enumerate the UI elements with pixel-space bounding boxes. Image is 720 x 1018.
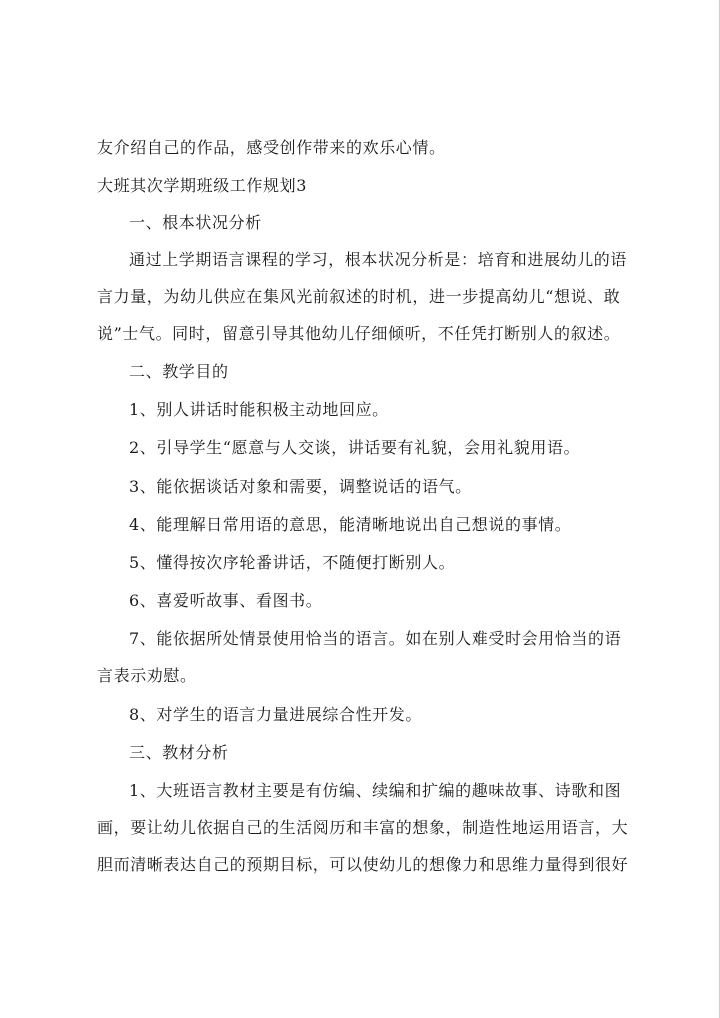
paragraph-line: 1、大班语言教材主要是有仿编、续编和扩编的趣味故事、诗歌和图: [129, 781, 622, 800]
heading-basic-analysis: 一、根本状况分析: [129, 213, 262, 232]
list-item: 7、能依据所处情景使用恰当的语言。如在别人难受时会用恰当的语: [129, 629, 622, 648]
list-item: 2、引导学生“愿意与人交谈，讲话要有礼貌，会用礼貌用语。: [129, 438, 581, 457]
heading-teaching-goals: 二、教学目的: [129, 362, 229, 381]
list-item: 1、别人讲话时能积极主动地回应。: [129, 400, 389, 419]
section-title: 大班其次学期班级工作规划3: [97, 176, 307, 195]
paragraph-line: 友介绍自己的作品，感受创作带来的欢乐心情。: [97, 138, 446, 157]
paragraph-line: 胆而清晰表达自己的预期目标，可以使幼儿的想像力和思维力量得到很好: [97, 855, 629, 874]
paragraph-line: 通过上学期语言课程的学习，根本状况分析是：培育和进展幼儿的语: [129, 250, 628, 269]
list-item: 5、懂得按次序轮番讲话，不随便打断别人。: [129, 553, 456, 572]
paragraph-line: 说”士气。同时，留意引导其他幼儿仔细倾听，不任凭打断别人的叙述。: [97, 324, 621, 343]
list-item: 4、能理解日常用语的意思，能清晰地说出自己想说的事情。: [129, 515, 572, 534]
paragraph-line: 言力量，为幼儿供应在集风光前叙述的时机，进一步提高幼儿“想说、敢: [97, 287, 621, 306]
list-item: 6、喜爱听故事、看图书。: [129, 591, 323, 610]
list-item: 3、能依据谈话对象和需要，调整说话的语气。: [129, 477, 472, 496]
heading-material-analysis: 三、教材分析: [129, 743, 229, 762]
list-item: 8、对学生的语言力量进展综合性开发。: [129, 705, 422, 724]
paragraph-line: 画，要让幼儿依据自己的生活阅历和丰富的想象，制造性地运用语言，大: [97, 818, 629, 837]
list-item-continued: 言表示劝慰。: [97, 666, 197, 685]
